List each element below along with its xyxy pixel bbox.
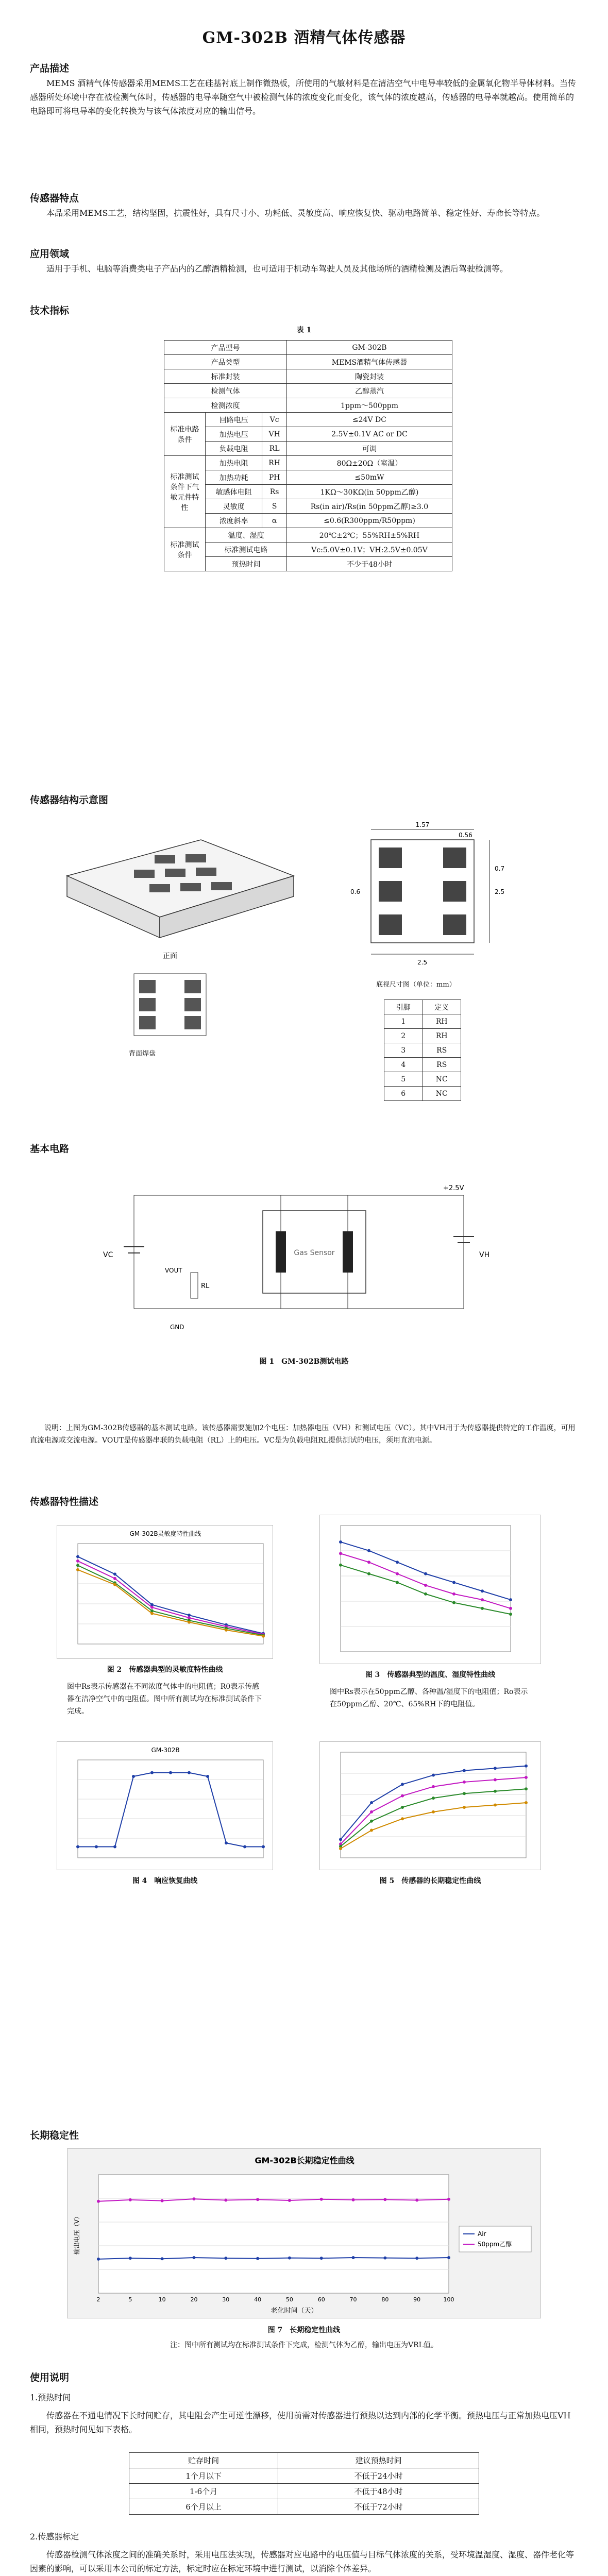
rl-label: RL (201, 1282, 210, 1290)
x-tick-label: 60 (317, 2296, 325, 2303)
data-point (396, 1581, 399, 1584)
data-point (447, 2256, 450, 2259)
spec-row: 加热电压 VH 2.5V±0.1V AC or DC (164, 427, 452, 442)
document-title: GM-302B 酒精气体传感器 (202, 29, 406, 47)
data-point (401, 1794, 404, 1798)
data-point (95, 1845, 98, 1848)
data-point (161, 2257, 164, 2260)
data-point (494, 1790, 497, 1793)
vh-label: VH (479, 1251, 490, 1259)
data-point (383, 2257, 386, 2260)
section-heading-features: 传感器特点 (30, 193, 79, 204)
data-point (370, 1820, 373, 1823)
data-point (463, 1781, 466, 1784)
front-label: 正面 (163, 952, 177, 960)
spec-label: 检测气体 (164, 384, 287, 398)
data-point (370, 1810, 373, 1814)
data-point (463, 1792, 466, 1795)
data-point (396, 1561, 399, 1564)
spec-group-label: 标准电路条件 (164, 413, 206, 456)
data-point (243, 1845, 246, 1848)
data-point (509, 1598, 512, 1601)
spec-label: 标准封装 (164, 369, 287, 384)
spec-row: 标准测试条件 温度、湿度 20℃±2℃；55%RH±5%RH (164, 528, 452, 543)
section-heading-longterm: 长期稳定性 (30, 2130, 79, 2141)
x-tick-label: 70 (349, 2296, 357, 2303)
data-point (447, 2198, 450, 2201)
data-point (225, 1629, 228, 1632)
data-point (150, 1612, 154, 1615)
data-point (188, 1771, 191, 1774)
data-point (452, 1592, 455, 1596)
pin-row: 3 RS (384, 1043, 461, 1058)
fig2-caption: 图 2 传感器典型的灵敏度特性曲线 (107, 1666, 223, 1674)
x-tick-label: 50 (285, 2296, 293, 2303)
longterm-ylabel: 输出电压（V） (73, 2213, 80, 2255)
pin-row: 4 RS (384, 1058, 461, 1072)
longterm-note: 注：图中所有测试均在标准测试条件下完成，检测气体为乙醇，输出电压为VRL值。 (170, 2341, 438, 2349)
spec-value: 陶瓷封装 (286, 369, 452, 384)
data-point (192, 2197, 195, 2200)
spec-value: 1ppm～500ppm (286, 398, 452, 413)
spec-row: 浓度斜率 α ≤0.6(R300ppm/R50ppm) (164, 514, 452, 528)
data-point (225, 1841, 228, 1844)
spec-row: 标准测试电路 Vc:5.0V±0.1V；VH:2.5V±0.05V (164, 543, 452, 557)
spec-table-caption: 表 1 (296, 326, 312, 334)
circuit-caption: 图 1 GM-302B测试电路 (259, 1358, 349, 1366)
pin-row: 2 RH (384, 1029, 461, 1043)
longterm-chart-svg (67, 2149, 542, 2319)
spec-row: 标准测试条件下气敏元件特性 加热电阻 RH 80Ω±20Ω（室温） (164, 456, 452, 470)
data-point (169, 1771, 172, 1774)
longterm-chart (67, 2148, 541, 2318)
preheat-table: 贮存时间 建议预热时间 1个月以下 不低于24小时 1-6个月 不低于48小时 6个月以上 不低于72小时 (129, 2452, 479, 2515)
data-point (129, 2198, 132, 2201)
legend-gas: 50ppm乙醇 (478, 2241, 512, 2248)
data-point (463, 1769, 466, 1772)
data-point (432, 1797, 435, 1800)
data-point (129, 2257, 132, 2260)
spec-row (164, 398, 452, 413)
data-point (432, 1810, 435, 1814)
x-tick-label: 40 (254, 2296, 262, 2303)
section-heading-structure: 传感器结构示意图 (30, 794, 109, 806)
data-point (224, 2257, 227, 2260)
spec-row: 负载电阻 RL 可调 (164, 442, 452, 456)
dim-top-label: 1.57 (415, 821, 430, 828)
notes-h1: 1.预热时间 (30, 2393, 71, 2402)
applications-paragraph: 适用于手机、电脑等消费类电子产品内的乙醇酒精检测，也可适用于机动车驾驶人员及其他场所的酒精检测及酒后驾驶检测等。 (46, 264, 509, 274)
section-heading-notes: 使用说明 (30, 2372, 70, 2383)
data-point (97, 2200, 100, 2203)
data-point (367, 1572, 370, 1575)
data-point (525, 1787, 528, 1790)
spec-row: 加热功耗 PH ≤50mW (164, 470, 452, 485)
data-point (401, 1783, 404, 1786)
data-point (481, 1589, 484, 1592)
data-point (509, 1607, 512, 1610)
fig2-note: 图中Rs表示传感器在不同浓度气体中的电阻值；R0表示传感器在洁净空气中的电阻值。图中所有测试均在标准测试条件下完成。 (67, 1683, 262, 1716)
data-point (339, 1838, 342, 1841)
data-point (452, 1581, 455, 1584)
spec-value: GM-302B (286, 341, 452, 355)
dim-w-label: 2.5 (417, 959, 428, 966)
x-tick-label: 2 (96, 2296, 100, 2303)
sensitivity-chart-title: GM-302B灵敏度特性曲线 (129, 1530, 201, 1537)
notes-p2: 传感器检测气体浓度之间的准确关系时，采用电压法实现，传感器对应电路中的电压值与目标气体浓度的关系，受环境温湿度、湿度、器件老化等因素的影响，可以采用本公司的标定方法，标定时应在标定环境中进行测试，以消除个体差异。 (30, 2550, 575, 2573)
x-tick-label: 100 (443, 2296, 454, 2303)
data-point (113, 1577, 116, 1580)
data-point (339, 1847, 342, 1850)
data-point (463, 1806, 466, 1809)
data-point (320, 2257, 323, 2260)
data-point (161, 2199, 164, 2202)
response-chart (57, 1741, 273, 1870)
data-point (320, 2198, 323, 2201)
data-point (352, 2198, 355, 2201)
spec-group-label: 标准测试条件下气敏元件特性 (164, 456, 206, 528)
data-point (452, 1601, 455, 1604)
bottom-dimension-drawing (340, 819, 562, 974)
x-tick-label: 5 (128, 2296, 132, 2303)
gnd-label: GND (170, 1324, 184, 1331)
notes-h2: 2.传感器标定 (30, 2532, 79, 2541)
data-point (525, 1765, 528, 1768)
spec-group-label: 标准测试条件 (164, 528, 206, 571)
data-point (339, 1552, 342, 1555)
sensor-front-drawing (46, 819, 314, 1041)
test-circuit-diagram (72, 1175, 536, 1345)
data-point (150, 1606, 154, 1609)
data-point (367, 1561, 370, 1564)
spec-row: 敏感体电阻 Rs 1KΩ～30KΩ(in 50ppm乙醇) (164, 485, 452, 499)
fig3-note: 图中Rs表示在50ppm乙醇、各种温/湿度下的电阻值；Ro表示在50ppm乙醇、20℃、65%RH下的电阻值。 (330, 1688, 528, 1708)
longterm-caption: 图 7 长期稳定性曲线 (267, 2326, 341, 2334)
data-point (76, 1845, 79, 1848)
overview-paragraph: MEMS 酒精气体传感器采用MEMS工艺在硅基衬底上制作微热板，所使用的气敏材料是在清洁空气中电导率较低的金属氧化物半导体材料。当传感器所处环境中存在被检测气体时，传感器的电导率随空气中被检测气体的浓度变化而变化，该气体的浓度越高，传感器的电导率就越高。使用简单的电路即可将电导率的变化转换为与该气体浓度对应的输出信号。 (30, 78, 576, 116)
spec-label: 产品类型 (164, 355, 287, 369)
data-point (424, 1572, 427, 1575)
data-point (415, 2257, 418, 2260)
spec-row (164, 384, 452, 398)
plot-area (341, 1526, 511, 1652)
data-point (224, 2198, 227, 2201)
data-point (339, 1540, 342, 1544)
data-point (415, 2198, 418, 2201)
response-chart-title: GM-302B (151, 1747, 180, 1754)
data-point (113, 1583, 116, 1586)
response-chart-svg (57, 1742, 274, 1871)
section-heading-circuit: 基本电路 (30, 1143, 70, 1155)
data-point (339, 1564, 342, 1567)
longterm-legend (459, 2226, 531, 2252)
data-point (192, 2256, 195, 2259)
spec-row: 标准电路条件 回路电压 Vc ≤24V DC (164, 413, 452, 427)
sensitivity-chart (57, 1525, 273, 1659)
data-point (525, 1776, 528, 1779)
data-point (424, 1584, 427, 1587)
sensitivity-chart-svg (57, 1526, 274, 1659)
data-point (288, 2257, 291, 2260)
longterm-chart-title: GM-302B长期稳定性曲线 (255, 2156, 354, 2165)
longterm-xlabel: 老化时间（天） (271, 2307, 318, 2315)
data-point (256, 2198, 259, 2201)
temp-humidity-chart (319, 1515, 541, 1664)
data-point (509, 1613, 512, 1616)
section-heading-specs: 技术指标 (30, 305, 70, 316)
pin-table: 引脚 定义 1 RH 2 RH 3 RS 4 RS 5 NC 6 NC (384, 999, 461, 1101)
circuit-note: 说明：上图为GM-302B传感器的基本测试电路。该传感器需要施加2个电压：加热器电压（VH）和测试电压（VC）。其中VH用于为传感器提供特定的工作温度，可用直流电源或交流电源。VOUT是传感器串联的负载电阻（RL）上的电压。VC是为负载电阻RL提供测试的电压，须用直流电源。 (30, 1424, 576, 1445)
data-point (97, 2258, 100, 2261)
dim-side-label: 2.5 (495, 888, 505, 895)
data-point (113, 1572, 116, 1575)
preheat-row: 1个月以下 不低于24小时 (129, 2468, 479, 2484)
pin-row: 5 NC (384, 1072, 461, 1087)
data-point (401, 1817, 404, 1820)
data-point (262, 1845, 265, 1848)
data-point (432, 1774, 435, 1777)
vout-label: VOUT (165, 1267, 182, 1274)
features-paragraph: 本品采用MEMS工艺，结构坚固，抗震性好，具有尺寸小、功耗低、灵敏度高、响应恢复快、驱动电路简单、稳定性好、寿命长等特点。 (46, 208, 545, 218)
data-point (262, 1635, 265, 1638)
data-point (76, 1568, 79, 1571)
x-tick-label: 20 (190, 2296, 198, 2303)
data-point (188, 1621, 191, 1624)
spec-value: MEMS酒精气体传感器 (286, 355, 452, 369)
data-point (288, 2199, 291, 2202)
data-point (352, 2256, 355, 2259)
stability-chart (319, 1741, 541, 1870)
section-heading-characteristics: 传感器特性描述 (30, 1496, 99, 1507)
v25-label: +2.5V (443, 1184, 464, 1192)
spec-label: 产品型号 (164, 341, 287, 355)
x-tick-label: 90 (413, 2296, 421, 2303)
data-point (370, 1801, 373, 1804)
spec-table (164, 340, 452, 571)
spec-value: 乙醇蒸汽 (286, 384, 452, 398)
spec-row (164, 369, 452, 384)
data-point (113, 1845, 116, 1848)
data-point (383, 2198, 386, 2201)
plot-area (98, 2175, 449, 2293)
legend-air: Air (478, 2230, 486, 2238)
vc-label: VC (103, 1251, 113, 1259)
data-point (481, 1607, 484, 1610)
fig5-caption: 图 5 传感器的长期稳定性曲线 (379, 1877, 481, 1885)
x-tick-label: 30 (222, 2296, 230, 2303)
sensor-label: Gas Sensor (294, 1249, 335, 1257)
data-point (396, 1572, 399, 1575)
data-point (494, 1778, 497, 1781)
data-point (76, 1560, 79, 1563)
data-point (206, 1775, 209, 1778)
data-point (132, 1775, 135, 1778)
data-point (494, 1767, 497, 1770)
spec-row (164, 355, 452, 369)
notes-p1: 传感器在不通电情况下长时间贮存，其电阻会产生可逆性漂移，使用前需对传感器进行预热以达到内部的化学平衡。预热电压与正常加热电压VH相同，预热时间见如下表格。 (30, 2411, 571, 2434)
data-point (424, 1592, 427, 1596)
pin-row: 6 NC (384, 1087, 461, 1101)
data-point (432, 1785, 435, 1788)
back-label: 背面焊盘 (129, 1050, 156, 1058)
fig3-caption: 图 3 传感器典型的温度、湿度特性曲线 (365, 1671, 496, 1679)
data-point (150, 1771, 154, 1774)
stability-chart-svg (320, 1742, 542, 1871)
fig4-caption: 图 4 响应恢复曲线 (132, 1877, 198, 1885)
preheat-row: 6个月以上 不低于72小时 (129, 2499, 479, 2515)
dim-top2-label: 0.56 (459, 832, 472, 839)
temp-humidity-chart-svg (320, 1515, 542, 1665)
data-point (367, 1549, 370, 1552)
data-point (76, 1555, 79, 1558)
data-point (256, 2257, 259, 2260)
dim-h-label: 0.6 (350, 888, 361, 895)
section-heading-applications: 应用领域 (30, 248, 70, 260)
data-point (525, 1801, 528, 1804)
section-heading-overview: 产品描述 (30, 63, 70, 74)
dim-side2-label: 0.7 (495, 865, 505, 872)
spec-label: 检测浓度 (164, 398, 287, 413)
spec-row: 灵敏度 S Rs(in air)/Rs(in 50ppm乙醇)≥3.0 (164, 499, 452, 514)
data-point (401, 1806, 404, 1809)
x-tick-label: 10 (158, 2296, 166, 2303)
pin-row: 1 RH (384, 1014, 461, 1029)
data-point (494, 1804, 497, 1807)
data-point (370, 1829, 373, 1832)
plot-area (78, 1760, 263, 1858)
spec-row: 预热时间 不少于48小时 (164, 557, 452, 571)
data-point (76, 1564, 79, 1567)
preheat-row: 1-6个月 不低于48小时 (129, 2484, 479, 2499)
spec-row (164, 341, 452, 355)
data-point (481, 1598, 484, 1601)
bottom-view-label: 底视尺寸图（单位：mm） (376, 981, 456, 989)
x-tick-label: 80 (381, 2296, 389, 2303)
